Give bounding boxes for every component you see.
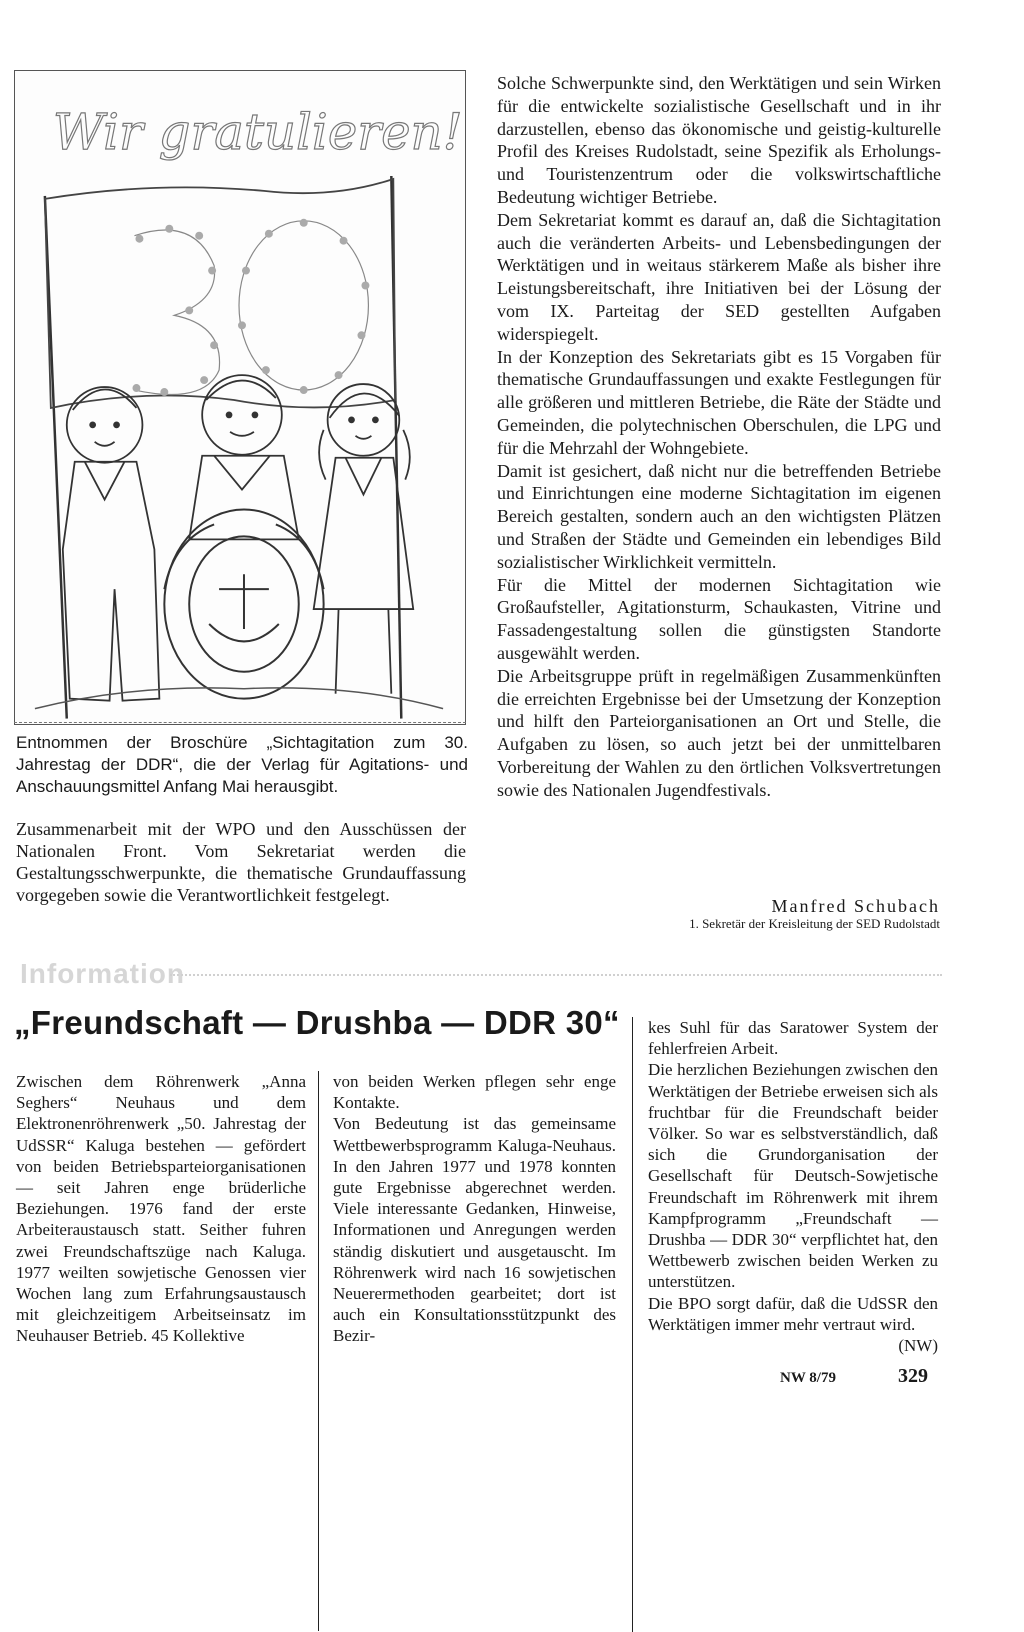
paragraph: In der Konzeption des Sekretariats gibt es 15 Vorgaben für thematische Grundauffassungen und exakte Festlegungen für alle größeren und mittleren Betriebe, die Räte der Städte und Gemeinden, die polytechnischen Oberschulen, die LPG und für die Mehrzahl der Wohngebiete. — [497, 346, 941, 458]
caption-divider — [14, 722, 466, 723]
paragraph: Die Arbeitsgruppe prüft in regelmäßigen Zusammenkünften die erreichten Ergebnisse bei der Umsetzung der Konzeption und hilft den Parteiorganisationen an Ort und Stelle, die Aufgaben zu lösen, so auch jetzt bei der unmittelbaren Vorbereitung der Wahlen zu den örtlichen Volksvertretungen sowie des Nationalen Jugendfestivals. — [497, 665, 941, 800]
illustration-heading: Wir gratulieren! — [52, 103, 463, 162]
paragraph: Damit ist gesichert, daß nicht nur die betreffenden Betriebe und Einrichtungen eine moderne Sichtagitation im eigenen Bereich gestalten, sondern auch an den wichtigsten Plätzen und Straßen der Städte und Gemeinden ein lebendiges Bild sozialistischer Wirklichkeit vermitteln. — [497, 460, 941, 572]
author-role: 1. Sekretär der Kreisleitung der SED Rudolstadt — [689, 916, 940, 931]
article-column-1: Zwischen dem Röhrenwerk „Anna Seghers“ Neuhaus und dem Elektronenröhrenwerk „50. Jahrestag der UdSSR“ Kaluga bestehen — gefördert von beiden Betriebsparteiorganisationen — seit Jahren enge brüderliche Beziehungen. 1976 fand der erste Arbeiteraustausch statt. Seither fuhren zwei Freundschaftszüge nach Kaluga. 1977 weilten sowjetische Genossen vier Wochen lang zum Erfahrungsaustausch mit gleichzeitigem Arbeitseinsatz im Neuhauser Betrieb. 45 Kollektive — [16, 1072, 306, 1346]
paragraph: Von Bedeutung ist das gemeinsame Wettbewerbsprogramm Kaluga-Neuhaus. In den Jahren 1977 und 1978 konnten gute Ergebnisse abgerechnet werden. Viele interessante Gedanken, Hinweise, Informationen und Anregungen werden ständig diskutiert und ausgetauscht. Im Röhrenwerk wird nach 16 sowjetischen Neuerermethoden gearbeitet; dort ist auch ein Konsultationsstützpunkt des Bezir- — [333, 1114, 616, 1346]
paragraph: von beiden Werken pflegen sehr enge Kontakte. — [333, 1072, 616, 1113]
issue-code: NW 8/79 — [780, 1370, 836, 1386]
article-column-2 — [333, 1071, 616, 1347]
section-rule — [170, 974, 942, 976]
illustration — [14, 70, 466, 725]
column-divider — [318, 1071, 319, 1631]
article-column-3 — [648, 1017, 938, 1356]
author-tag: (NW) — [898, 1336, 938, 1356]
article-headline: „Freundschaft — Drushba — DDR 30“ — [14, 1004, 620, 1041]
paragraph: Solche Schwerpunkte sind, den Werktätigen und sein Wirken für die entwickelte sozialistische Gesellschaft und in ihr darzustellen, ebenso das ökonomische und geistig-kulturelle Profil des Kreises Rudolstadt, seine Spezifik als Erholungs- und Touristenzentrum oder die volkswirtschaftliche Bedeutung wichtiger Betriebe. — [497, 73, 941, 207]
paragraph: Dem Sekretariat kommt es darauf an, daß die Sichtagitation auch die veränderten Arbeits- und Lebensbedingungen der Werktätigen und in weitaus stärkerem Maße als bisher ihre Leistungsbereitschaft, ihre Initiativen bei der Lösung der vom IX. Parteitag der SED gestellten Aufgaben widerspiegelt. — [497, 209, 941, 344]
section-label: Information — [20, 958, 185, 989]
article-body-left: Zusammenarbeit mit der WPO und den Ausschüssen der Nationalen Front. Vom Sekretariat werden die Gestaltungsschwerpunkte, die thematische Grundauffassung vorgegeben sowie die Verantwortlichkeit festgelegt. — [16, 819, 466, 905]
paragraph: Die herzlichen Beziehungen zwischen den Werktätigen der Betriebe erweisen sich als fruchtbar für die Freundschaft beider Völker. So war es selbstverständlich, daß sich die Grundorganisation der Gesellschaft für Deutsch-Sowjetische Freundschaft im Röhrenwerk mit ihrem Kampfprogramm „Freundschaft — Drushba — DDR 30“ verpflichtet hat, den Wettbewerb zwischen beiden Werken zu unterstützen. — [648, 1060, 938, 1292]
paragraph: Für die Mittel der modernen Sichtagitation wie Großaufsteller, Agitationsturm, Schaukasten, Vitrine und Fassadengestaltung sollen die günstigsten Standorte ausgewählt werden. — [497, 574, 941, 663]
column-divider — [632, 1017, 633, 1632]
author-name: Manfred Schubach — [771, 896, 940, 916]
article-body-right — [497, 72, 941, 802]
paragraph: kes Suhl für das Saratower System der fehlerfreien Arbeit. — [648, 1018, 938, 1059]
page-number: 329 — [898, 1365, 928, 1387]
paragraph — [648, 1293, 938, 1356]
paragraph-text: Die BPO sorgt dafür, daß die UdSSR den Werktätigen immer mehr vertraut wird. — [648, 1293, 938, 1334]
pioneers-banner-drawing — [15, 71, 465, 724]
image-caption: Entnommen der Broschüre „Sichtagitation zum 30. Jahrestag der DDR“, die der Verlag für Agitations- und Anschauungsmittel Anfang Mai herausgibt. — [16, 733, 468, 796]
